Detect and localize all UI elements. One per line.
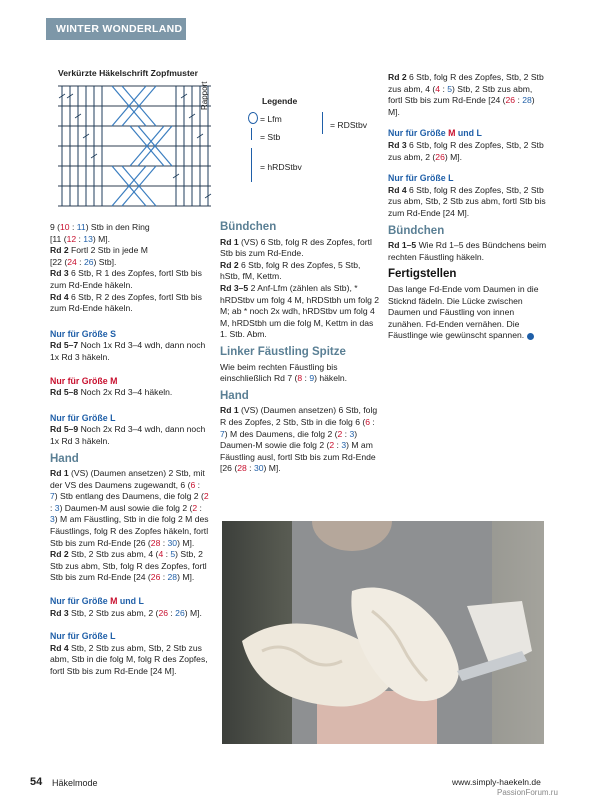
buendchen-text-2: Rd 1–5 Wie Rd 1–5 des Bündchens beim rechten Fäustling häkeln. [388, 240, 547, 262]
legend-stb: = Stb [260, 132, 281, 142]
hand-heading: Hand [50, 452, 79, 465]
size-ml-heading-2: Nur für Größe M und L [388, 128, 482, 139]
size-l2-heading: Nur für Größe L [50, 631, 116, 642]
size-s-text: Rd 5–7 Noch 1x Rd 3–4 wdh, dann noch 1x Rd 3 häkeln. [50, 340, 206, 362]
fertigstellen-text: Das lange Fd-Ende vom Daumen in die Sticknd fädeln. Die Lücke zwischen Daumen und Fäustling von innen zunähen. Fd-Enden vernähen. Die Fäustlinge wie gewünscht spannen. [388, 283, 539, 341]
size-l-heading: Nur für Größe L [50, 412, 116, 423]
round-1-text: 9 (10 : 11) Stb in den Ring [11 (12 : 13) M]. Rd 2 Fortl 2 Stb in jede M [22 (24 : 26) Stb]. Rd 3 6 Stb, R 1 des Zopfes, fortl Stb bis zum Rd-Ende häkeln. Rd 4 6 Stb, R 2 des Zopfes, fortl Stb bis zum Rd-Ende häkeln. [50, 222, 202, 314]
watermark: PassionForum.ru [497, 788, 558, 797]
right-round-4: Rd 4 6 Stb, folg R des Zopfes, Stb, 2 Stb zus abm, Stb, 2 Stb zus abm, fortl Stb bis zum Rd-Ende [24 M]. [388, 184, 546, 218]
legend-rdstbv: = RDStbv [330, 120, 368, 130]
legend-title: Legende [262, 96, 298, 106]
legend-symbol-hrdstbv-icon [251, 148, 252, 182]
buendchen-heading-2: Bündchen [388, 224, 445, 237]
right-round-2: Rd 2 6 Stb, folg R des Zopfes, Stb, 2 Stb zus abm, 4 (4 : 5) Stb, 2 Stb zus abm, fortl Stb bis zum Rd-Ende [24 (26 : 28) M]. [388, 72, 544, 117]
rapport-label: Rapport [200, 81, 209, 110]
crochet-chart [56, 80, 216, 220]
size-l-heading-3: Nur für Größe L [388, 173, 454, 184]
page-number: 54 [30, 776, 43, 788]
magazine-name: Häkelmode [52, 778, 98, 788]
hand-round-3: Rd 3 Stb, 2 Stb zus abm, 2 (26 : 26) M]. [50, 607, 202, 618]
mittens-photo [222, 521, 544, 744]
section-banner: WINTER WONDERLAND [46, 18, 186, 40]
hand-round-4: Rd 4 Stb, 2 Stb zus abm, Stb, 2 Stb zus abm, Stb in die folg M, folg R des Zopfes, fortl Stb bis zum Rd-Ende [24 M]. [50, 642, 208, 676]
hand-round-1: Rd 1 (VS) (Daumen ansetzen) 2 Stb, mit der VS des Daumens zugewandt, 6 (6 : 7) Stb entlang des Daumens, die folg 2 (2 : 3) Daumen-M ausl sowie die folg 2 (2 : 3) M am Fäustling, Stb in die folg 2 M des Fäustlings, folg R des Zopfes häkeln, fortl Stb bis zum Rd-Ende [26 (28 : 30) M]. Rd 2 Stb, 2 Stb zus abm, 4 (4 : 5) Stb, 2 Stb zus abm, Stb, folg R des Zopfes, fortl Stb bis zum Rd-Ende [24 (26 : 28) M]. [50, 468, 209, 583]
column-2 [220, 218, 380, 481]
legend-symbol-lfm-icon [248, 112, 258, 124]
size-s-heading: Nur für Größe S [50, 328, 116, 339]
fertigstellen-heading: Fertigstellen [388, 268, 457, 281]
right-round-3: Rd 3 6 Stb, folg R des Zopfes, Stb, 2 Stb zus abm, 2 (26) M]. [388, 139, 544, 162]
buendchen-heading: Bündchen [220, 221, 277, 233]
legend-symbol-rdstbv-icon [322, 112, 323, 134]
size-l-text: Rd 5–9 Noch 2x Rd 3–4 wdh, dann noch 1x Rd 3 häkeln. [50, 424, 206, 446]
website-url: www.simply-haekeln.de [452, 777, 541, 787]
legend-lfm: = Lfm [260, 114, 282, 124]
size-m-text: Rd 5–8 Noch 2x Rd 3–4 häkeln. [50, 387, 173, 398]
size-m-heading: Nur für Größe M [50, 375, 118, 386]
legend-hrdstbv: = hRDStbv [260, 162, 302, 172]
end-mark-icon [527, 333, 534, 340]
linker-heading: Linker Fäustling Spitze [220, 345, 346, 358]
legend-symbol-stb-icon [251, 128, 252, 140]
photo-illustration [222, 521, 544, 744]
chart-title: Verkürzte Häkelschrift Zopfmuster [58, 68, 198, 78]
linker-text: Wie beim rechten Fäustling bis einschließlich Rd 7 (8 : 9) häkeln. [220, 361, 348, 384]
size-ml-heading: Nur für Größe M und L [50, 596, 144, 607]
buendchen-text: Rd 1 (VS) 6 Stb, folg R des Zopfes, fortl Stb bis zum Rd-Ende. Rd 2 6 Stb, folg R des Zopfes, 5 Stb, hStb, fM, Kettm. Rd 3–5 2 Anf-Lfm (zählen als Stb), * hRDStbv um folg 4 M, hRDStbh um folg 2 M; ab * noch 2x wdh, hRDStbv um folg 4 M, hRDStbh um die folg M, Kettm in das 1. Stb. Abm. [220, 236, 380, 340]
left-hand-heading: Hand [220, 389, 249, 402]
column-1 [50, 222, 210, 684]
left-hand-round-1: Rd 1 (VS) (Daumen ansetzen) 6 Stb, folg R des Zopfes, 2 Stb, Stb in die folg 6 (6 : 7) M des Daumens, die folg 2 (2 : 3) Daumen-M sowie die folg 2 (2 : 3) M am Fäustling ausl, fortl Stb bis zum Rd-Ende [26 (28 : 30) M]. [220, 405, 378, 474]
column-3 [388, 72, 548, 348]
